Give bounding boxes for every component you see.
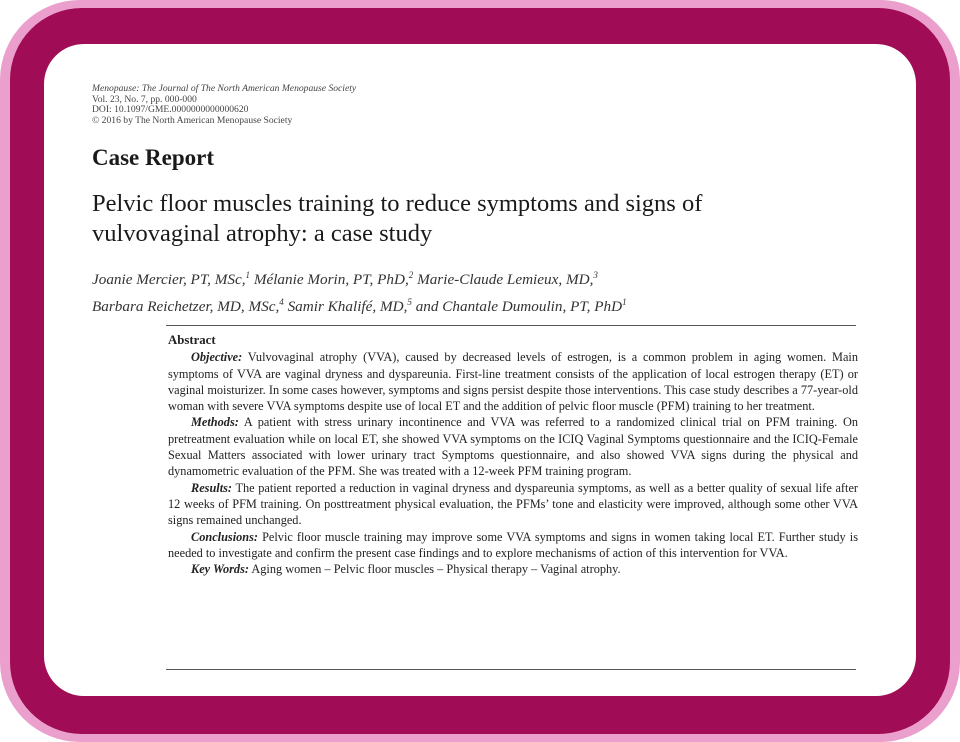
author-name: and Chantale Dumoulin, PT, PhD — [415, 298, 623, 316]
objective-label: Objective: — [191, 350, 243, 365]
author-affiliation: 2 — [408, 270, 414, 280]
journal-name: Menopause: The Journal of The North American Menopause Society — [92, 83, 357, 94]
results-text: The patient reported a reduction in vaginal dryness and dyspareunia symptoms, as well as a better quality of sexual life after 12 weeks of PFM training. On posttreatment physical evaluation, the PFMs’ tone and elasticity were improved, although some other VVA signs remained unchanged. — [168, 480, 858, 528]
author-name: Marie-Claude Lemieux, MD, — [417, 271, 594, 289]
journal-volume: Vol. 23, No. 7, pp. 000-000 — [92, 93, 197, 105]
title-line-1: Pelvic floor muscles training to reduce symptoms and signs of — [92, 190, 703, 217]
journal-metadata — [92, 84, 512, 126]
author-line-2 — [92, 291, 892, 318]
abstract-heading: Abstract — [168, 333, 216, 347]
abstract-methods — [168, 414, 858, 479]
author-affiliation: 3 — [593, 270, 598, 280]
article-type-heading: Case Report — [92, 145, 214, 170]
abstract-top-rule — [166, 325, 856, 326]
abstract-results — [168, 480, 858, 529]
conclusions-label: Conclusions: — [191, 529, 258, 544]
journal-copyright: © 2016 by The North American Menopause Society — [92, 114, 293, 126]
author-name: Mélanie Morin, PT, PhD, — [253, 271, 409, 289]
journal-doi: DOI: 10.1097/GME.0000000000000620 — [92, 104, 249, 116]
author-name: Barbara Reichetzer, MD, MSc, — [92, 298, 280, 316]
author-affiliation: 4 — [279, 297, 284, 308]
conclusions-text: Pelvic floor muscle training may improve some VVA symptoms and signs in women taking local ET. Further study is needed to investigate and confirm the present case findings and to explore mechanisms of action of this intervention for VVA. — [168, 529, 858, 560]
article-title — [92, 189, 872, 249]
author-line-1 — [92, 264, 892, 291]
keywords-text: Aging women – Pelvic floor muscles – Physical therapy – Vaginal atrophy. — [251, 562, 621, 577]
objective-text: Vulvovaginal atrophy (VVA), caused by decreased levels of estrogen, is a common problem in aging women. Main symptoms of VVA are vaginal dryness and dyspareunia. First-line treatment consists of the application of local estrogen therapy (ET) or vaginal moisturizer. In some cases however, symptoms and signs persist despite those interventions. This case study describes a 77-year-old woman with severe VVA symptoms despite use of local ET and the addition of pelvic floor muscle (PFM) training to her treatment. — [168, 350, 858, 414]
results-label: Results: — [191, 480, 232, 495]
author-name: Joanie Mercier, PT, MSc, — [92, 271, 246, 289]
abstract-keywords — [168, 561, 858, 577]
abstract-objective — [168, 349, 858, 414]
abstract-conclusions — [168, 529, 858, 562]
author-list — [92, 264, 892, 318]
author-affiliation: 5 — [407, 297, 412, 308]
author-affiliation: 1 — [622, 297, 627, 308]
title-line-2: vulvovaginal atrophy: a case study — [92, 220, 433, 247]
methods-label: Methods: — [191, 415, 239, 430]
methods-text: A patient with stress urinary incontinence and VVA was referred to a randomized clinical trial on PFM training. On pretreatment evaluation while on local ET, she showed VVA symptoms on the ICIQ Vaginal Symptoms questionnaire and the ICIQ-Female Sexual Matters associated with lower urinary tract Symptoms questionnaire, and also showed VVA signs during the physical and dynamometric evaluation of the PFM. She was treated with a 12-week PFM training program. — [168, 415, 858, 479]
keywords-label: Key Words: — [191, 562, 249, 577]
author-affiliation: 1 — [245, 270, 251, 280]
abstract-block — [168, 332, 858, 577]
abstract-bottom-rule — [166, 669, 856, 670]
author-name: Samir Khalifé, MD, — [287, 298, 408, 316]
paper-page — [44, 44, 916, 696]
